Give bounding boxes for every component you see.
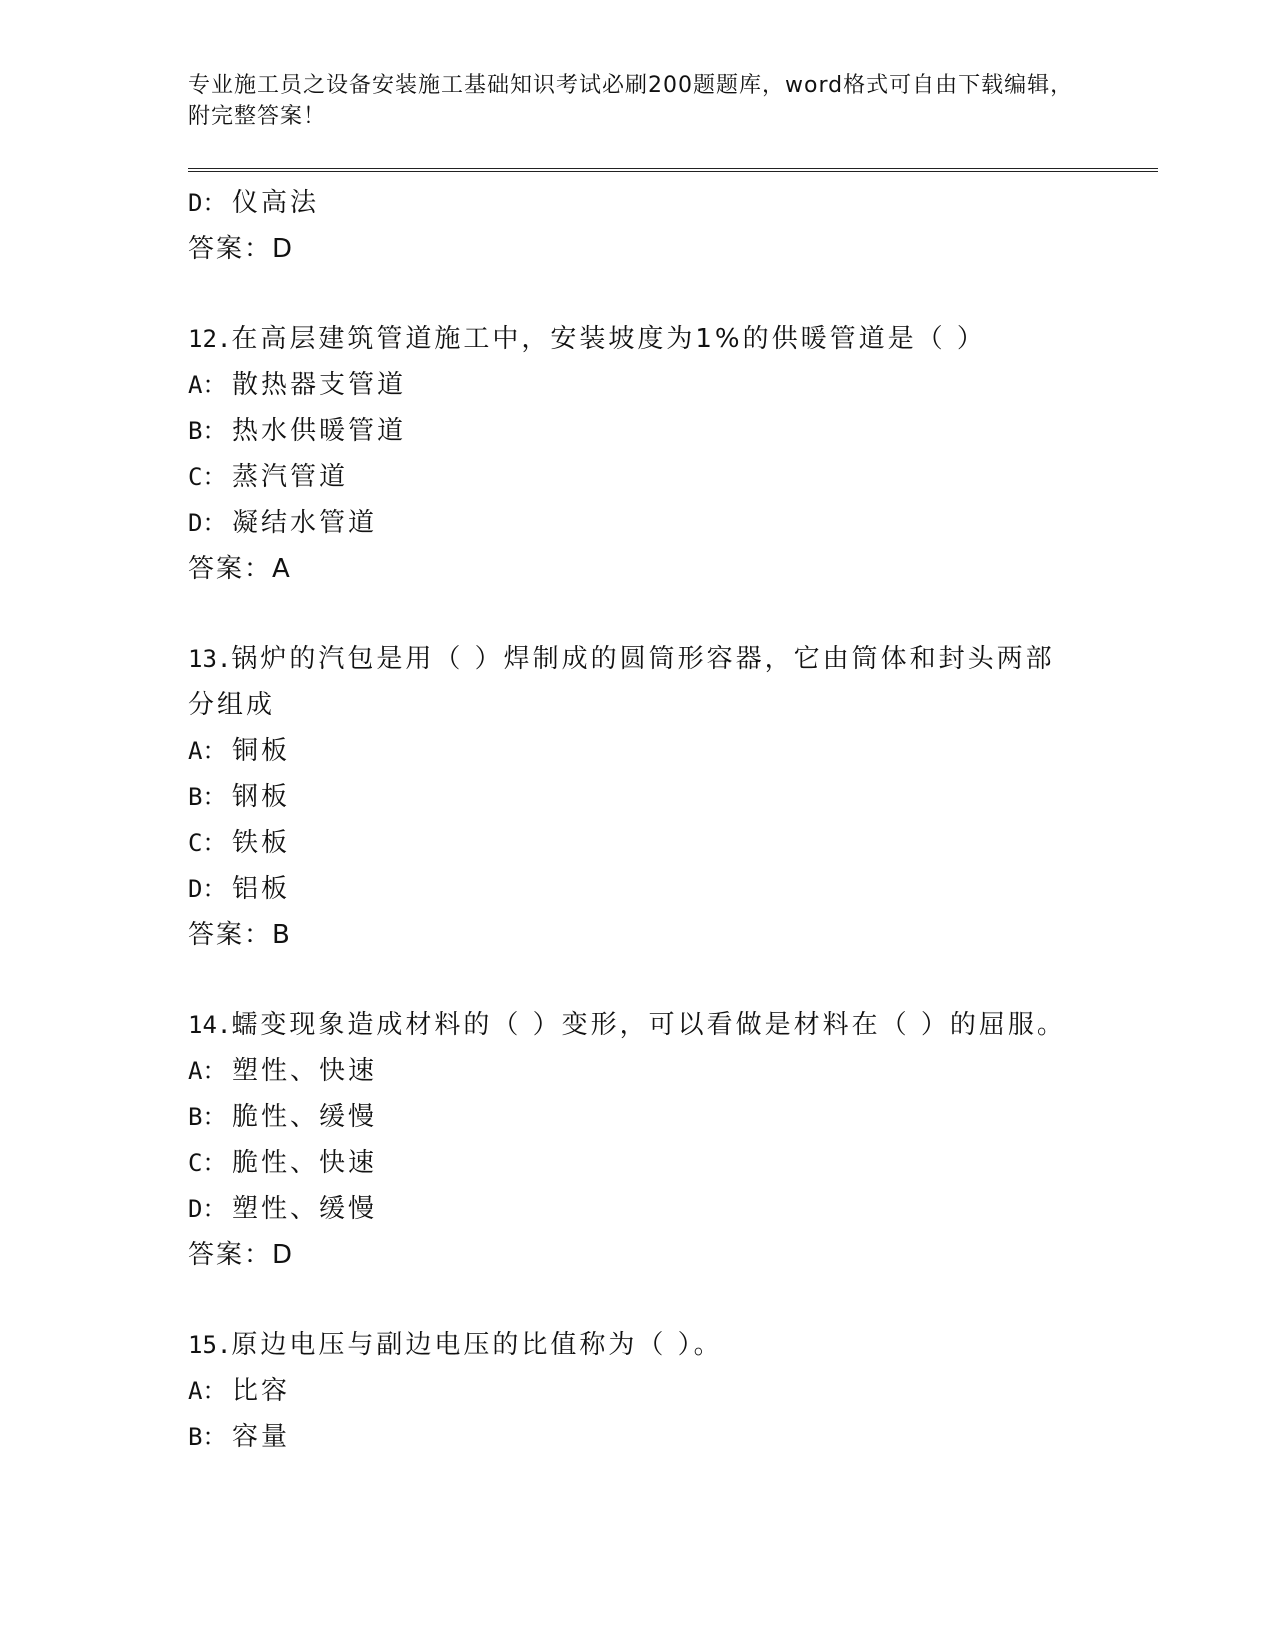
option-a bbox=[188, 1048, 1158, 1094]
option-text: 容量 bbox=[232, 1422, 291, 1452]
option-text: 热水供暖管道 bbox=[232, 416, 407, 446]
option-a bbox=[188, 728, 1158, 774]
option-b bbox=[188, 1094, 1158, 1140]
question-12 bbox=[188, 316, 1158, 592]
option-text: 塑性、快速 bbox=[232, 1056, 378, 1086]
question-body: 锅炉的汽包是用（ ）焊制成的圆筒形容器，它由筒体和封头两部分组成 bbox=[188, 644, 1055, 720]
option-text: 钢板 bbox=[232, 782, 291, 812]
answer-value: A bbox=[272, 554, 292, 584]
option-text: 散热器支管道 bbox=[232, 370, 407, 400]
option-label: D： bbox=[188, 189, 227, 217]
document-header: 专业施工员之设备安装施工基础知识考试必刷200题题库，word格式可自由下载编辑，附完整答案！ bbox=[188, 73, 1074, 129]
option-label: D： bbox=[188, 509, 227, 537]
option-label: B： bbox=[188, 783, 227, 811]
option-label: D： bbox=[188, 1195, 227, 1223]
option-label: C： bbox=[188, 463, 227, 491]
option-label: A： bbox=[188, 371, 227, 399]
option-text: 铝板 bbox=[232, 874, 291, 904]
option-label: C： bbox=[188, 829, 227, 857]
answer-label: 答案： bbox=[188, 920, 273, 950]
option-d bbox=[188, 1186, 1158, 1232]
option-b bbox=[188, 408, 1158, 454]
question-number: 14. bbox=[188, 1011, 232, 1039]
answer-value: B bbox=[272, 920, 292, 950]
question-number: 13. bbox=[188, 645, 232, 673]
answer bbox=[188, 912, 1158, 958]
question-text bbox=[188, 1322, 1068, 1368]
option-label: A： bbox=[188, 1377, 227, 1405]
answer-label: 答案： bbox=[188, 554, 273, 584]
document-content bbox=[188, 180, 1158, 1460]
option-label: B： bbox=[188, 1103, 227, 1131]
carryover-option-d bbox=[188, 180, 1158, 226]
option-text: 铜板 bbox=[232, 736, 291, 766]
option-label: B： bbox=[188, 417, 227, 445]
option-c bbox=[188, 454, 1158, 500]
answer-value: D bbox=[272, 1240, 295, 1270]
option-text: 比容 bbox=[232, 1376, 291, 1406]
option-text: 脆性、快速 bbox=[232, 1148, 378, 1178]
question-body: 在高层建筑管道施工中，安装坡度为1%的供暖管道是（ ） bbox=[231, 324, 986, 354]
answer-label: 答案： bbox=[188, 234, 273, 264]
answer bbox=[188, 546, 1158, 592]
answer-label: 答案： bbox=[188, 1240, 273, 1270]
option-c bbox=[188, 1140, 1158, 1186]
option-label: C： bbox=[188, 1149, 227, 1177]
option-label: D： bbox=[188, 875, 227, 903]
carryover-answer bbox=[188, 226, 1158, 272]
question-number: 12. bbox=[188, 325, 232, 353]
document-page bbox=[188, 70, 1158, 1460]
question-14 bbox=[188, 1002, 1158, 1278]
question-text bbox=[188, 636, 1068, 728]
question-text bbox=[188, 316, 1068, 362]
answer bbox=[188, 1232, 1158, 1278]
option-text: 脆性、缓慢 bbox=[232, 1102, 378, 1132]
question-body: 蠕变现象造成材料的（ ）变形，可以看做是材料在（ ）的屈服。 bbox=[231, 1010, 1066, 1040]
option-a bbox=[188, 1368, 1158, 1414]
option-b bbox=[188, 774, 1158, 820]
option-text: 仪高法 bbox=[232, 188, 320, 218]
option-a bbox=[188, 362, 1158, 408]
option-text: 蒸汽管道 bbox=[232, 462, 349, 492]
header-divider bbox=[188, 168, 1158, 172]
option-c bbox=[188, 820, 1158, 866]
option-text: 塑性、缓慢 bbox=[232, 1194, 378, 1224]
option-label: A： bbox=[188, 1057, 227, 1085]
question-text bbox=[188, 1002, 1068, 1048]
option-label: A： bbox=[188, 737, 227, 765]
question-13 bbox=[188, 636, 1158, 958]
question-15 bbox=[188, 1322, 1158, 1460]
option-b bbox=[188, 1414, 1158, 1460]
question-body: 原边电压与副边电压的比值称为（ ）。 bbox=[231, 1330, 723, 1360]
option-d bbox=[188, 500, 1158, 546]
option-d bbox=[188, 866, 1158, 912]
answer-value: D bbox=[272, 234, 295, 264]
option-label: B： bbox=[188, 1423, 227, 1451]
option-text: 凝结水管道 bbox=[232, 508, 378, 538]
question-number: 15. bbox=[188, 1331, 232, 1359]
option-text: 铁板 bbox=[232, 828, 291, 858]
